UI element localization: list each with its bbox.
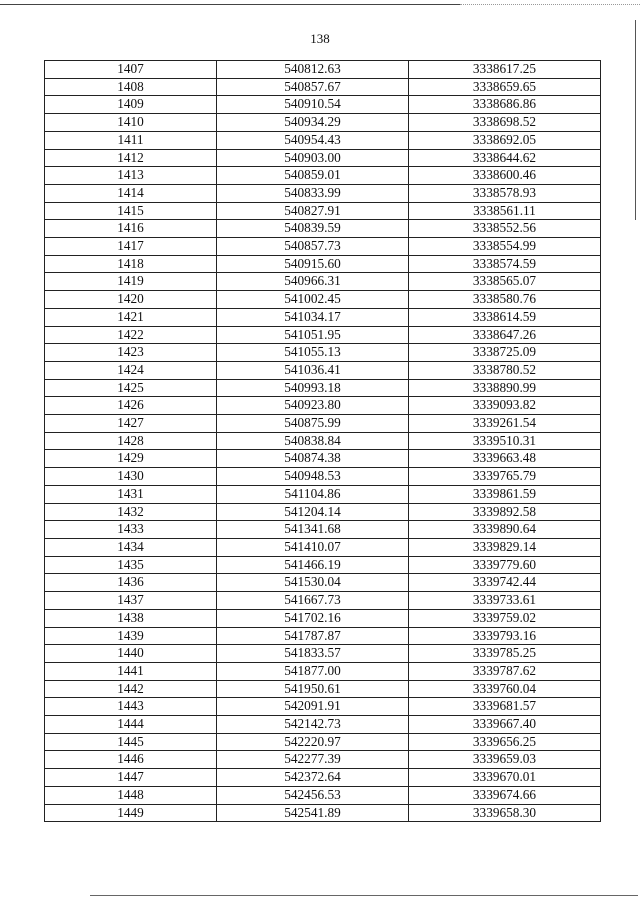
table-row [45,698,601,716]
y-coordinate-cell: 3339890.64 [409,521,601,539]
y-coordinate-cell: 3339674.66 [409,786,601,804]
table-row [45,415,601,433]
point-number-cell: 1429 [45,450,217,468]
table-row [45,149,601,167]
x-coordinate-cell: 541702.16 [217,609,409,627]
y-coordinate-cell: 3339658.30 [409,804,601,822]
x-coordinate-cell: 541877.00 [217,662,409,680]
x-coordinate-cell: 541833.57 [217,645,409,663]
y-coordinate-cell: 3338647.26 [409,326,601,344]
y-coordinate-cell: 3338686.86 [409,96,601,114]
point-number-cell: 1410 [45,114,217,132]
table-row [45,167,601,185]
x-coordinate-cell: 541055.13 [217,344,409,362]
table-row [45,344,601,362]
y-coordinate-cell: 3339760.04 [409,680,601,698]
table-row [45,202,601,220]
y-coordinate-cell: 3339261.54 [409,415,601,433]
coordinates-table [44,60,601,822]
top-scan-rule-faint [460,4,640,5]
table-row [45,627,601,645]
page-number: 138 [310,31,330,46]
point-number-cell: 1437 [45,592,217,610]
x-coordinate-cell: 540923.80 [217,397,409,415]
table-row [45,78,601,96]
table-row [45,131,601,149]
x-coordinate-cell: 540915.60 [217,255,409,273]
point-number-cell: 1408 [45,78,217,96]
y-coordinate-cell: 3338561.11 [409,202,601,220]
x-coordinate-cell: 540857.67 [217,78,409,96]
y-coordinate-cell: 3339785.25 [409,645,601,663]
point-number-cell: 1445 [45,733,217,751]
x-coordinate-cell: 541950.61 [217,680,409,698]
x-coordinate-cell: 541787.87 [217,627,409,645]
point-number-cell: 1425 [45,379,217,397]
y-coordinate-cell: 3338617.25 [409,61,601,79]
x-coordinate-cell: 540833.99 [217,184,409,202]
y-coordinate-cell: 3338600.46 [409,167,601,185]
x-coordinate-cell: 540910.54 [217,96,409,114]
x-coordinate-cell: 540903.00 [217,149,409,167]
table-row [45,273,601,291]
point-number-cell: 1413 [45,167,217,185]
table-row [45,503,601,521]
coordinates-table-body [45,61,601,822]
table-row [45,255,601,273]
x-coordinate-cell: 541036.41 [217,361,409,379]
point-number-cell: 1430 [45,468,217,486]
x-coordinate-cell: 540839.59 [217,220,409,238]
x-coordinate-cell: 541204.14 [217,503,409,521]
point-number-cell: 1411 [45,131,217,149]
table-row [45,432,601,450]
x-coordinate-cell: 540874.38 [217,450,409,468]
y-coordinate-cell: 3339659.03 [409,751,601,769]
y-coordinate-cell: 3339779.60 [409,556,601,574]
table-row [45,769,601,787]
x-coordinate-cell: 540857.73 [217,238,409,256]
table-row [45,308,601,326]
point-number-cell: 1439 [45,627,217,645]
y-coordinate-cell: 3339667.40 [409,716,601,734]
point-number-cell: 1433 [45,521,217,539]
x-coordinate-cell: 541104.86 [217,485,409,503]
y-coordinate-cell: 3338580.76 [409,291,601,309]
table-row [45,450,601,468]
point-number-cell: 1443 [45,698,217,716]
point-number-cell: 1432 [45,503,217,521]
y-coordinate-cell: 3338565.07 [409,273,601,291]
x-coordinate-cell: 542456.53 [217,786,409,804]
table-row [45,645,601,663]
x-coordinate-cell: 540954.43 [217,131,409,149]
point-number-cell: 1422 [45,326,217,344]
table-row [45,786,601,804]
x-coordinate-cell: 540875.99 [217,415,409,433]
table-row [45,538,601,556]
table-row [45,521,601,539]
point-number-cell: 1434 [45,538,217,556]
x-coordinate-cell: 542541.89 [217,804,409,822]
y-coordinate-cell: 3338780.52 [409,361,601,379]
x-coordinate-cell: 540966.31 [217,273,409,291]
table-row [45,397,601,415]
table-row [45,220,601,238]
y-coordinate-cell: 3339787.62 [409,662,601,680]
table-row [45,326,601,344]
y-coordinate-cell: 3339681.57 [409,698,601,716]
x-coordinate-cell: 540859.01 [217,167,409,185]
y-coordinate-cell: 3338659.65 [409,78,601,96]
x-coordinate-cell: 542091.91 [217,698,409,716]
point-number-cell: 1440 [45,645,217,663]
table-row [45,556,601,574]
x-coordinate-cell: 540934.29 [217,114,409,132]
point-number-cell: 1419 [45,273,217,291]
point-number-cell: 1423 [45,344,217,362]
y-coordinate-cell: 3339656.25 [409,733,601,751]
table-row [45,804,601,822]
point-number-cell: 1448 [45,786,217,804]
point-number-cell: 1424 [45,361,217,379]
x-coordinate-cell: 540838.84 [217,432,409,450]
table-row [45,609,601,627]
x-coordinate-cell: 541002.45 [217,291,409,309]
point-number-cell: 1416 [45,220,217,238]
point-number-cell: 1441 [45,662,217,680]
table-row [45,574,601,592]
point-number-cell: 1415 [45,202,217,220]
y-coordinate-cell: 3339733.61 [409,592,601,610]
point-number-cell: 1444 [45,716,217,734]
table-row [45,184,601,202]
table-row [45,379,601,397]
point-number-cell: 1431 [45,485,217,503]
point-number-cell: 1421 [45,308,217,326]
point-number-cell: 1428 [45,432,217,450]
table-row [45,485,601,503]
y-coordinate-cell: 3338578.93 [409,184,601,202]
x-coordinate-cell: 540948.53 [217,468,409,486]
point-number-cell: 1447 [45,769,217,787]
point-number-cell: 1426 [45,397,217,415]
y-coordinate-cell: 3339861.59 [409,485,601,503]
y-coordinate-cell: 3339765.79 [409,468,601,486]
table-row [45,662,601,680]
right-scan-edge [635,20,636,220]
y-coordinate-cell: 3338698.52 [409,114,601,132]
table-row [45,238,601,256]
x-coordinate-cell: 542372.64 [217,769,409,787]
point-number-cell: 1427 [45,415,217,433]
y-coordinate-cell: 3338725.09 [409,344,601,362]
y-coordinate-cell: 3338554.99 [409,238,601,256]
y-coordinate-cell: 3338574.59 [409,255,601,273]
x-coordinate-cell: 542220.97 [217,733,409,751]
top-scan-rule [0,4,460,5]
table-row [45,96,601,114]
point-number-cell: 1449 [45,804,217,822]
y-coordinate-cell: 3339510.31 [409,432,601,450]
x-coordinate-cell: 541051.95 [217,326,409,344]
y-coordinate-cell: 3339093.82 [409,397,601,415]
x-coordinate-cell: 541341.68 [217,521,409,539]
y-coordinate-cell: 3338552.56 [409,220,601,238]
x-coordinate-cell: 541530.04 [217,574,409,592]
point-number-cell: 1409 [45,96,217,114]
point-number-cell: 1412 [45,149,217,167]
y-coordinate-cell: 3339793.16 [409,627,601,645]
x-coordinate-cell: 541667.73 [217,592,409,610]
point-number-cell: 1420 [45,291,217,309]
x-coordinate-cell: 541466.19 [217,556,409,574]
x-coordinate-cell: 540993.18 [217,379,409,397]
point-number-cell: 1407 [45,61,217,79]
point-number-cell: 1438 [45,609,217,627]
x-coordinate-cell: 541034.17 [217,308,409,326]
y-coordinate-cell: 3338692.05 [409,131,601,149]
y-coordinate-cell: 3338644.62 [409,149,601,167]
table-row [45,468,601,486]
table-row [45,61,601,79]
y-coordinate-cell: 3339663.48 [409,450,601,468]
point-number-cell: 1417 [45,238,217,256]
table-row [45,751,601,769]
x-coordinate-cell: 541410.07 [217,538,409,556]
y-coordinate-cell: 3338890.99 [409,379,601,397]
table-row [45,361,601,379]
y-coordinate-cell: 3338614.59 [409,308,601,326]
y-coordinate-cell: 3339892.58 [409,503,601,521]
point-number-cell: 1446 [45,751,217,769]
y-coordinate-cell: 3339670.01 [409,769,601,787]
table-row [45,291,601,309]
x-coordinate-cell: 540812.63 [217,61,409,79]
y-coordinate-cell: 3339742.44 [409,574,601,592]
point-number-cell: 1418 [45,255,217,273]
y-coordinate-cell: 3339829.14 [409,538,601,556]
point-number-cell: 1436 [45,574,217,592]
table-row [45,716,601,734]
table-row [45,680,601,698]
x-coordinate-cell: 542142.73 [217,716,409,734]
point-number-cell: 1435 [45,556,217,574]
y-coordinate-cell: 3339759.02 [409,609,601,627]
point-number-cell: 1442 [45,680,217,698]
x-coordinate-cell: 540827.91 [217,202,409,220]
table-row [45,733,601,751]
table-row [45,114,601,132]
table-row [45,592,601,610]
point-number-cell: 1414 [45,184,217,202]
x-coordinate-cell: 542277.39 [217,751,409,769]
bottom-scan-rule [90,895,638,896]
